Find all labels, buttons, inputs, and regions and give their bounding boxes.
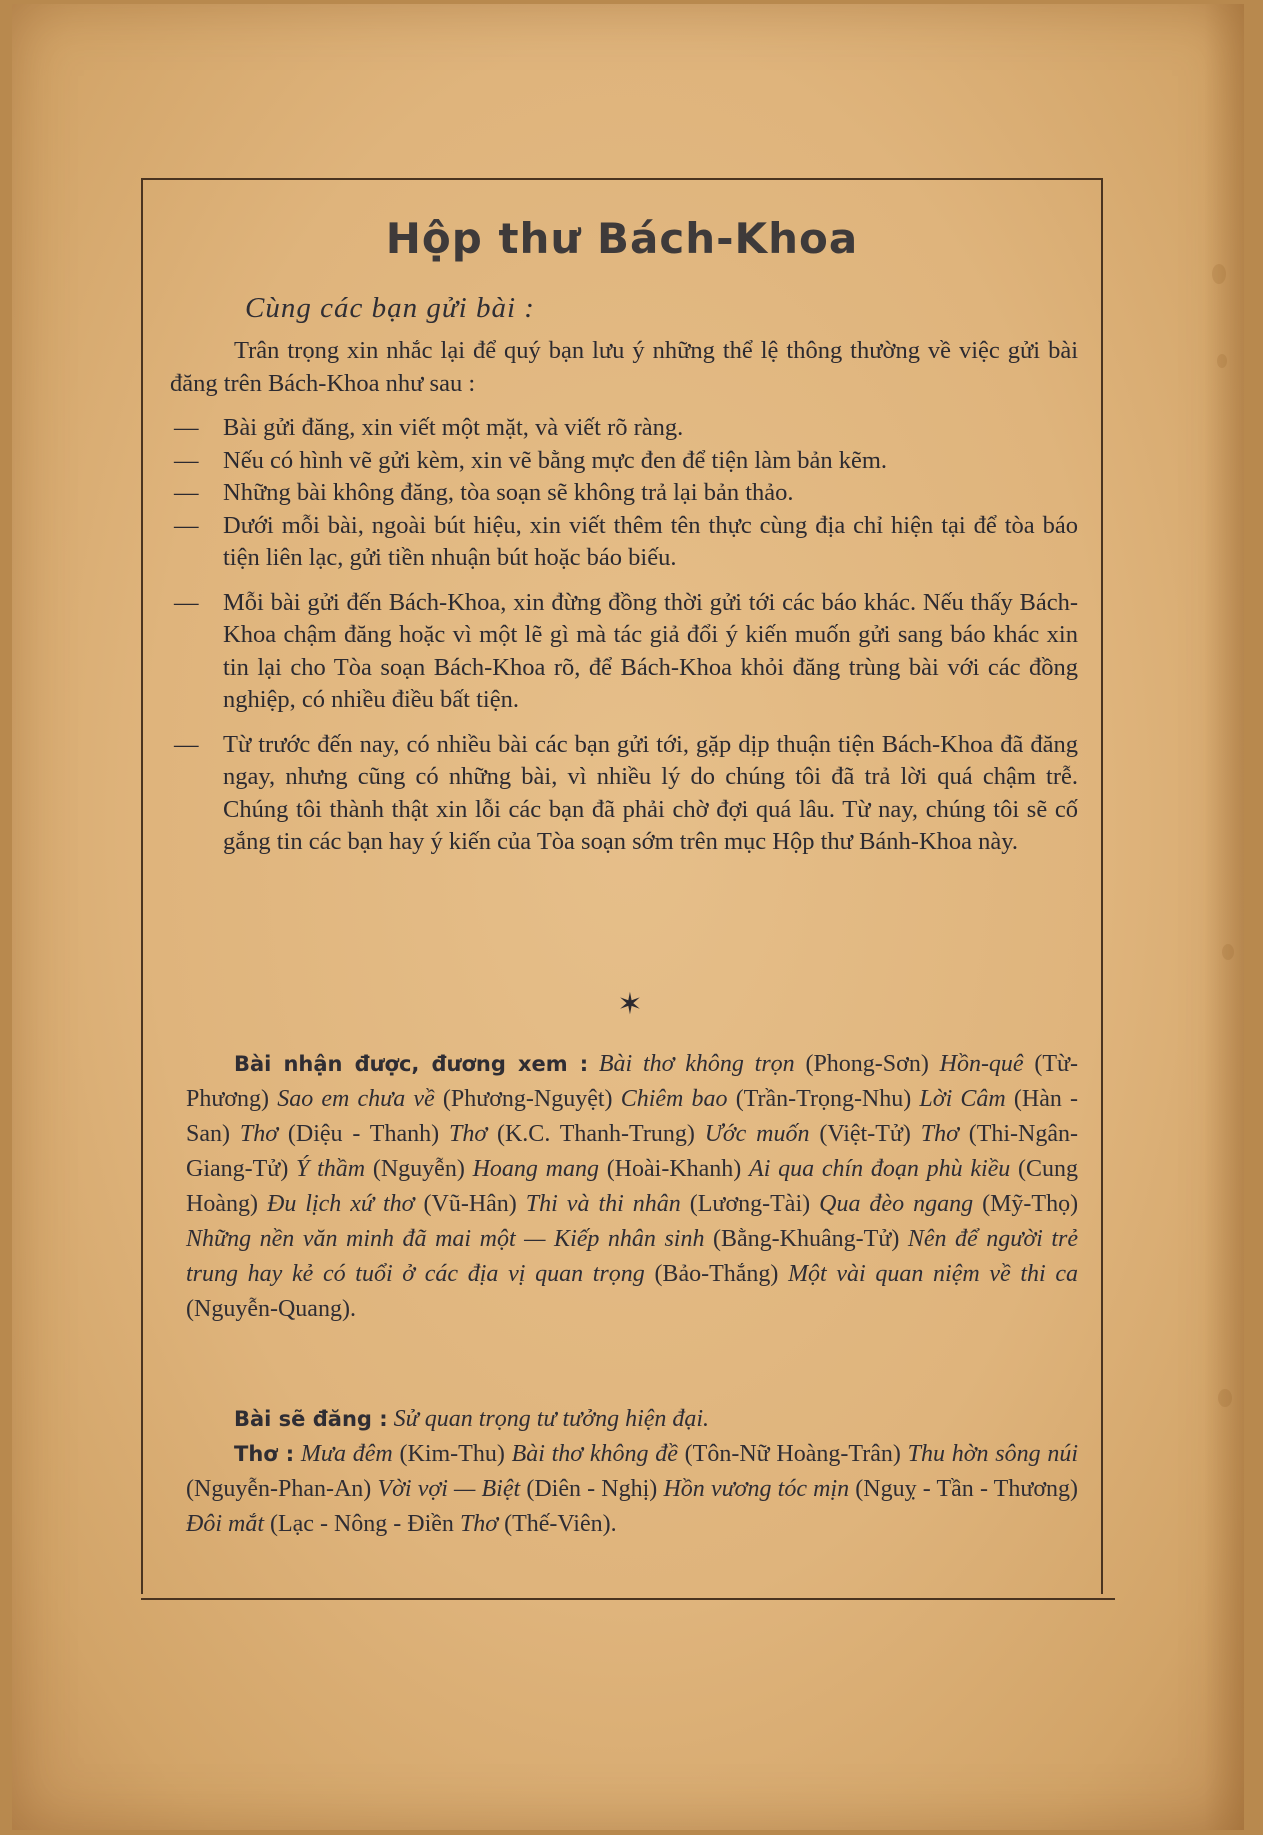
work-title: Thu hờn sông núi bbox=[907, 1441, 1079, 1467]
work-title: Đôi mắt bbox=[186, 1511, 264, 1537]
work-title: Lời Câm bbox=[919, 1086, 1006, 1112]
guidelines-block bbox=[170, 335, 1078, 859]
received-list bbox=[186, 1047, 1078, 1327]
upcoming-label: Bài sẽ đăng : bbox=[234, 1407, 388, 1431]
author-name: (Kim-Thu) bbox=[399, 1441, 505, 1467]
author-name: (Trần-Trọng-Nhu) bbox=[735, 1086, 912, 1112]
author-name: (Phương-Nguyệt) bbox=[442, 1086, 613, 1112]
author-name: (Thi-Ngân-Giang-Tử) bbox=[186, 1121, 1079, 1182]
intro-paragraph: Trân trọng xin nhắc lại để quý bạn lưu ý những thể lệ thông thường về việc gửi bài đăng trên Bách-Khoa như sau : bbox=[170, 337, 1078, 397]
paper-stain bbox=[1222, 944, 1234, 960]
work-title: Hoang mang bbox=[472, 1156, 599, 1182]
work-title: Ý thầm bbox=[296, 1156, 366, 1182]
upcoming-section bbox=[186, 1402, 1078, 1542]
author-name: (Nguỵ - Tần - Thương) bbox=[855, 1476, 1079, 1502]
dash-bullet: — bbox=[174, 446, 199, 474]
author-name: (Bảo-Thắng) bbox=[654, 1261, 779, 1287]
author-name: (Diệu - Thanh) bbox=[287, 1121, 440, 1147]
rule-text: Dưới mỗi bài, ngoài bút hiệu, xin viết thêm tên thực cùng địa chỉ hiện tại để tòa báo tiện liên lạc, gửi tiền nhuận bút hoặc báo biếu. bbox=[223, 511, 1078, 571]
mailbox-frame-bottom-rule bbox=[141, 1598, 1115, 1600]
work-title: Mưa đêm bbox=[300, 1441, 393, 1467]
work-title: Thi và thi nhân bbox=[525, 1191, 681, 1217]
author-name: (Mỹ-Thọ) bbox=[982, 1191, 1079, 1217]
work-title: Ước muốn bbox=[704, 1121, 810, 1147]
work-title: Sao em chưa về bbox=[277, 1086, 435, 1112]
author-name: (Nguyễn-Quang). bbox=[186, 1296, 356, 1322]
work-title: Bài thơ không đề bbox=[511, 1441, 678, 1467]
author-name: (Phong-Sơn) bbox=[805, 1051, 929, 1077]
upcoming-article bbox=[186, 1402, 1078, 1437]
author-name: (Lạc - Nông - Điền bbox=[270, 1511, 454, 1537]
poems-list bbox=[186, 1437, 1078, 1542]
poems-label: Thơ : bbox=[234, 1442, 295, 1466]
author-name: (Nguyễn) bbox=[372, 1156, 465, 1182]
rule-item bbox=[170, 477, 1078, 510]
rule-item bbox=[170, 445, 1078, 478]
paper-stain bbox=[1218, 1389, 1232, 1407]
work-title: Chiêm bao bbox=[620, 1086, 728, 1112]
author-name: (Hoài-Khanh) bbox=[606, 1156, 742, 1182]
work-title: Hồn vương tóc mịn bbox=[663, 1476, 850, 1502]
received-label: Bài nhận được, đương xem : bbox=[234, 1052, 589, 1076]
rule-item bbox=[170, 729, 1078, 859]
work-title: Qua đèo ngang bbox=[819, 1191, 974, 1217]
work-title: Thơ bbox=[459, 1511, 499, 1537]
author-name: (Vũ-Hân) bbox=[423, 1191, 517, 1217]
author-name: (Bằng-Khuâng-Tử) bbox=[713, 1226, 900, 1252]
rule-text: Từ trước đến nay, có nhiều bài các bạn gửi tới, gặp dịp thuận tiện Bách-Khoa đã đăng ngay, nhưng cũng có những bài, vì nhiều lý do chúng tôi đã trả lời quá chậm trễ. Chúng tôi thành thật xin lỗi các bạn đã phải chờ đợi quá lâu. Từ nay, chúng tôi sẽ cố gắng tin các bạn hay ý kiến của Tòa soạn sớm trên mục Hộp thư Bánh-Khoa này. bbox=[223, 730, 1078, 855]
author-name: (Cung Hoàng) bbox=[186, 1156, 1079, 1217]
author-name: (Lương-Tài) bbox=[689, 1191, 811, 1217]
rule-text: Bài gửi đăng, xin viết một mặt, và viết rõ ràng. bbox=[223, 414, 684, 441]
page-title: Hộp thư Bách-Khoa bbox=[385, 214, 859, 263]
dash-bullet: — bbox=[174, 511, 199, 539]
author-name: (Diên - Nghị) bbox=[526, 1476, 658, 1502]
author-name: (Hàn - San) bbox=[186, 1086, 1079, 1147]
work-title: Thơ bbox=[448, 1121, 488, 1147]
rule-item bbox=[170, 587, 1078, 717]
work-title: Ai qua chín đoạn phù kiều bbox=[749, 1156, 1011, 1182]
author-name: (Việt-Tử) bbox=[819, 1121, 911, 1147]
work-title: Những nền văn minh đã mai một — Kiếp nhân sinh bbox=[186, 1226, 705, 1252]
author-name: (Tôn-Nữ Hoàng-Trân) bbox=[684, 1441, 901, 1467]
author-name: (Từ-Phương) bbox=[186, 1051, 1079, 1112]
dash-bullet: — bbox=[174, 479, 199, 506]
paper-stain bbox=[1217, 354, 1227, 368]
paper-stain bbox=[1212, 264, 1226, 284]
work-title: Đu lịch xứ thơ bbox=[266, 1191, 415, 1217]
work-title: Thơ bbox=[920, 1121, 959, 1147]
work-title: Một vài quan niệm về thi ca bbox=[788, 1261, 1079, 1287]
dash-bullet: — bbox=[174, 730, 199, 758]
work-title: Vời vợi — Biệt bbox=[377, 1476, 521, 1502]
author-name: (Thế-Viên). bbox=[504, 1511, 617, 1537]
author-name: (Nguyễn-Phan-An) bbox=[186, 1476, 372, 1502]
dash-bullet: — bbox=[174, 588, 199, 616]
work-title: Bài thơ không trọn bbox=[598, 1051, 795, 1077]
received-submissions bbox=[186, 1047, 1078, 1327]
section-subheading: Cùng các bạn gửi bài : bbox=[245, 292, 535, 324]
rule-text: Những bài không đăng, tòa soạn sẽ không trả lại bản thảo. bbox=[223, 479, 794, 506]
work-title: Nên để người trẻ trung hay kẻ có tuổi ở các địa vị quan trọng bbox=[186, 1226, 1079, 1287]
rule-text: Mỗi bài gửi đến Bách-Khoa, xin đừng đồng thời gửi tới các báo khác. Nếu thấy Bách-Khoa chậm đăng hoặc vì một lẽ gì mà tác giả đổi ý kiến muốn gửi sang báo khác xin tin lại cho Tòa soạn Bách-Khoa rõ, để Bách-Khoa khỏi đăng trùng bài với các đồng nghiệp, có nhiều điều bất tiện. bbox=[223, 588, 1078, 713]
separator-star-icon: ✶ bbox=[617, 987, 643, 1022]
author-name: (K.C. Thanh-Trung) bbox=[496, 1121, 695, 1147]
rule-item bbox=[170, 510, 1078, 575]
work-title: Sử quan trọng tư tưởng hiện đại. bbox=[393, 1406, 710, 1432]
rule-item bbox=[170, 412, 1078, 445]
work-title: Thơ bbox=[239, 1121, 279, 1147]
work-title: Hồn-quê bbox=[939, 1051, 1024, 1077]
dash-bullet: — bbox=[174, 414, 199, 441]
rule-text: Nếu có hình vẽ gửi kèm, xin vẽ bằng mực đen để tiện làm bản kẽm. bbox=[223, 446, 888, 474]
